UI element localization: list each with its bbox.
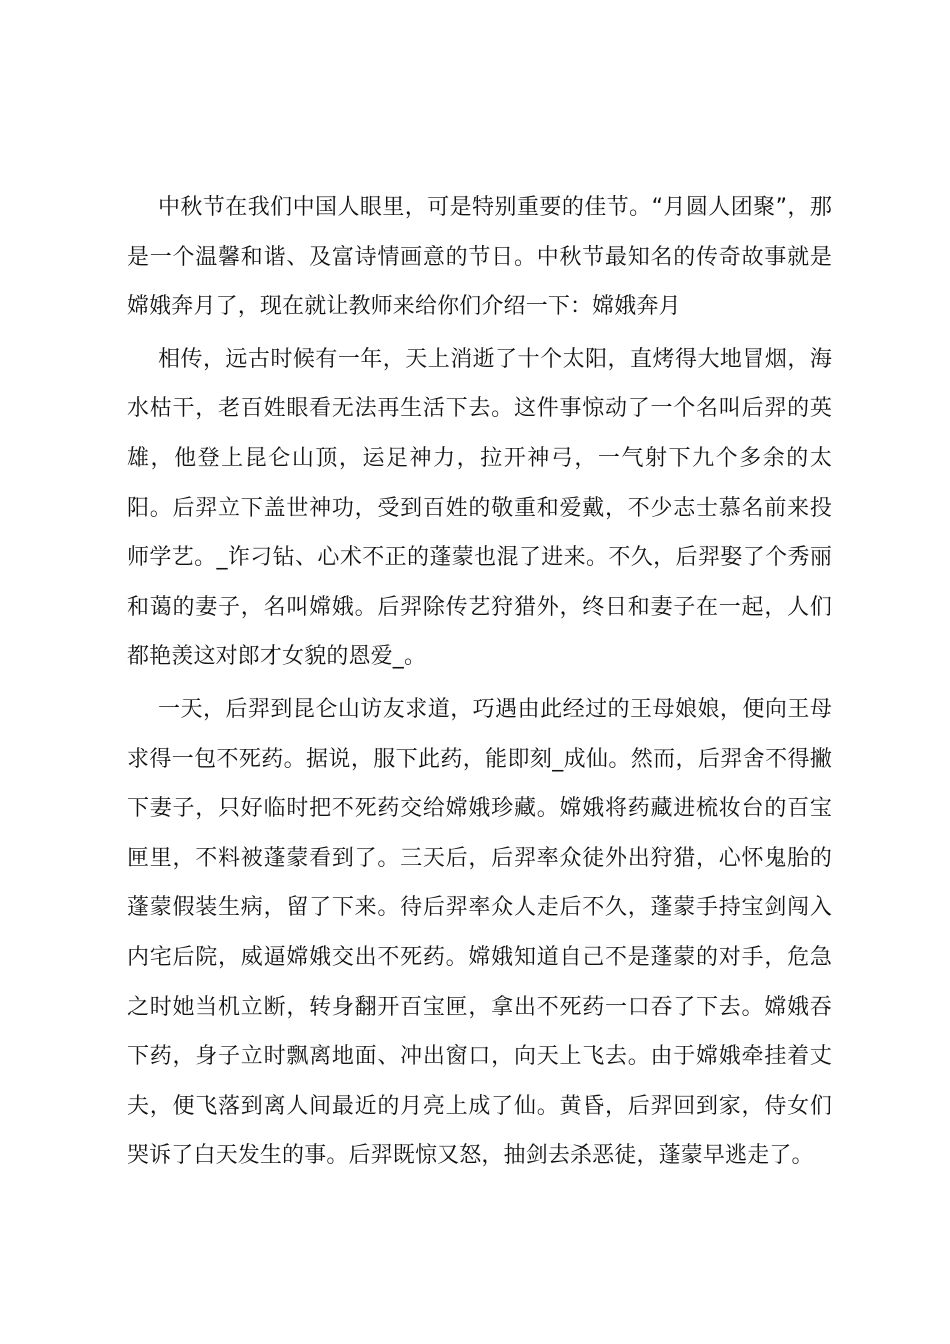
paragraph-legend: 相传，远古时候有一年，天上消逝了十个太阳，直烤得大地冒烟，海水枯干，老百姓眼看无法再生活下去。这件事惊动了一个名叫后羿的英雄，他登上昆仑山顶，运足神力，拉开神弓，一气射下九个多余的太阳。后羿立下盖世神功，受到百姓的敬重和爱戴，不少志士慕名前来投师学艺。_诈刁钻、心术不正的蓬蒙也混了进来。不久，后羿娶了个秀丽和蔼的妻子，名叫嫦娥。后羿除传艺狩猎外，终日和妻子在一起，人们都艳羡这对郎才女貌的恩爱_。 [127, 346, 832, 670]
paragraph-story: 一天，后羿到昆仑山访友求道，巧遇由此经过的王母娘娘，便向王母求得一包不死药。据说，服下此药，能即刻_成仙。然而，后羿舍不得撇下妻子，只好临时把不死药交给嫦娥珍藏。嫦娥将药藏进梳妆台的百宝匣里，不料被蓬蒙看到了。三天后，后羿率众徒外出狩猎，心怀鬼胎的蓬蒙假装生病，留了下来。待后羿率众人走后不久，蓬蒙手持宝剑闯入内宅后院，威逼嫦娥交出不死药。嫦娥知道自己不是蓬蒙的对手，危急之时她当机立断，转身翻开百宝匣，拿出不死药一口吞了下去。嫦娥吞下药，身子立时飘离地面、冲出窗口，向天上飞去。由于嫦娥牵挂着丈夫，便飞落到离人间最近的月亮上成了仙。黄昏，后羿回到家，侍女们哭诉了白天发生的事。后羿既惊又怒，抽剑去杀恶徒，蓬蒙早逃走了。 [127, 696, 832, 1169]
paragraph-intro: 中秋节在我们中国人眼里，可是特别重要的佳节。“月圆人团聚”，那是一个温馨和谐、及富诗情画意的节日。中秋节最知名的传奇故事就是嫦娥奔月了，现在就让教师来给你们介绍一下：嫦娥奔月 [127, 195, 832, 320]
document-body [127, 183, 832, 1184]
